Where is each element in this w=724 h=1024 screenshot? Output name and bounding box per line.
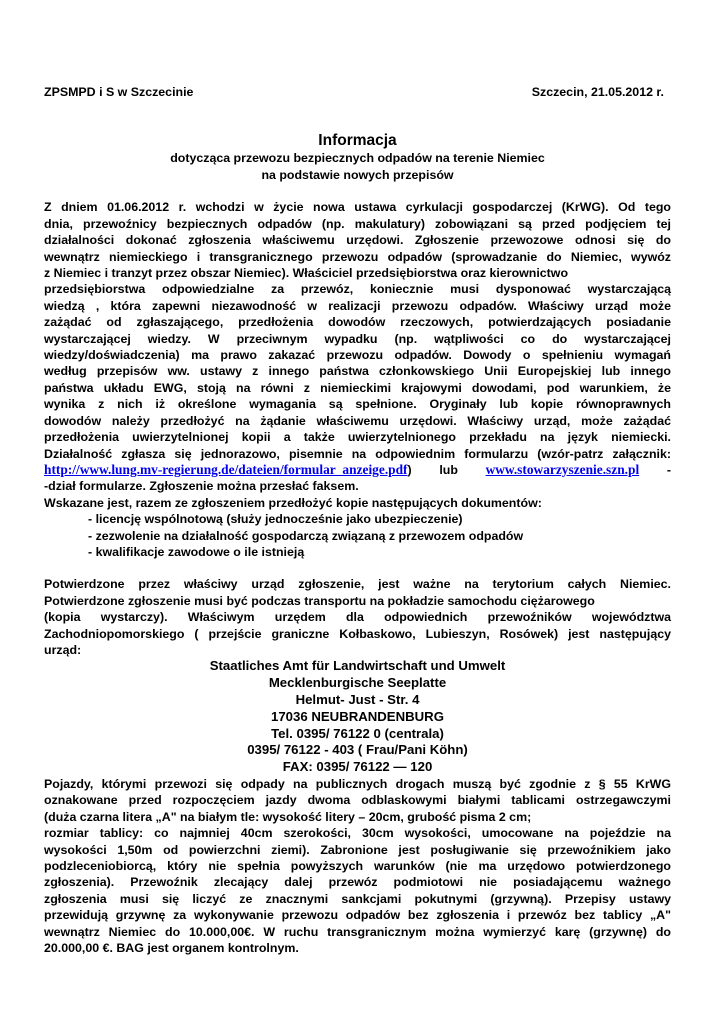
association-site-link[interactable]: www.stowarzyszenie.szn.pl (485, 461, 640, 477)
text-line: wystarczającej wiedzy. W przeciwnym wypadku (np. wątpliwości co do wystarczającej (44, 331, 671, 346)
authority-city: 17036 NEUBRANDENBURG (271, 708, 444, 724)
list-item: - zezwolenie na działalność gospodarczą związaną z przewozem odpadów (88, 528, 524, 543)
text-line: oznakowane przed rozpoczęciem jazdy dwoma odblaskowymi białymi tablicami ostrzegawczymi (44, 793, 671, 808)
text-line: wewnątrz Niemiec do 10.000,00€. W ruchu transgranicznym można wymierzyć karę (grzywnę) do (44, 924, 671, 939)
text-line: (duża czarna litera „A" na białym tle: wysokość litery – 20cm, grubość pisma 2 cm; (44, 809, 532, 824)
authority-address (44, 658, 671, 776)
text-line: wysokości 1,50m od powierzchni ziemi). Zabronione jest posługiwanie się przewoźnikiem jako (44, 842, 671, 857)
text-line: Potwierdzone zgłoszenie musi być podczas transportu na pokładzie samochodu ciężarowego (44, 593, 595, 608)
text-line: wiedzą , która zapewni niezawodność w realizacji przewozu odpadów. Właściwy urząd może (44, 298, 671, 313)
text-line: z Niemiec i tranzyt przez obszar Niemiec). Właściciel przedsiębiorstwa oraz kierownictwo (44, 266, 569, 281)
text-line: zgłoszenia musi się liczyć ze znacznymi sankcjami pokutnymi (grzywną). Przepisy ustawy (44, 891, 671, 906)
document-list (88, 511, 671, 560)
letter-header (44, 84, 664, 100)
paragraph-vehicle-marking (44, 776, 671, 956)
text-line: działalności dokonać zgłoszenia właściwemu urzędowi. Zgłoszenie przewozowe odnosi się do (44, 233, 671, 248)
text-line: 20.000,00 €. BAG jest organem kontrolnym. (44, 941, 299, 956)
subtitle-line: dotycząca przewozu bezpiecznych odpadów na terenie Niemiec (170, 151, 545, 166)
list-item: - kwalifikacje zawodowe o ile istnieją (88, 544, 305, 559)
paragraph-registration (44, 199, 671, 560)
text-line: przedłożenia uwierzytelnionej kopii a także uwierzytelnionego przekładu na język niemiecki. (44, 430, 671, 445)
document-page (44, 84, 671, 956)
authority-phone-direct: 0395/ 76122 - 403 ( Frau/Pani Köhn) (247, 742, 468, 758)
text-line: Z dniem 01.06.2012 r. wchodzi w życie nowa ustawa cyrkulacji gospodarczej (KrWG). Od tego (44, 200, 671, 215)
text-line: Działalność zgłasza się jednorazowo, pisemnie na odpowiednim formularzu (wzór-patrz załącznik: (44, 446, 671, 461)
organization-name: ZPSMPD i S w Szczecinie (44, 85, 194, 99)
text-line: wiedzy/doświadczenia) ma prawo zakazać przewozu odpadów. Dowody o spełnieniu wymagań (44, 348, 671, 363)
list-item: - licencję wspólnotową (służy jednocześnie jako ubezpieczenie) (88, 512, 463, 527)
text-line: zgłoszenia). Przewoźnik zlecający dalej przewóz podmiotowi nie posiadającemu ważnego (44, 875, 671, 890)
document-title: Informacja (318, 132, 397, 150)
form-pdf-link[interactable]: http://www.lung.mv-regierung.de/dateien/formular_anzeige.pdf (44, 461, 408, 477)
text-line: wewnątrz niemieckiego i transgranicznego przewozu odpadów (sprowadzanie do Niemiec, wywóz (44, 249, 671, 264)
text-line: Pojazdy, którymi przewozi się odpady na publicznych drogach muszą być zgodnie z § 55 KrWG (44, 776, 671, 791)
text-line: rozmiar tablicy: co najmniej 40cm szerokości, 30cm wysokości, umocowane na pojeździe na (44, 826, 671, 841)
text-line: zażądać od zgłaszającego, przedłożenia dowodów rzeczowych, potwierdzających posiadanie (44, 315, 671, 330)
text-line: przedsiębiorstwa odpowiedzialne za przewóz, koniecznie musi dysponować wystarczającą (44, 282, 671, 297)
authority-phone: Tel. 0395/ 76122 0 (centrala) (271, 725, 444, 741)
text-line: urząd: (44, 642, 82, 657)
text-line: Potwierdzone przez właściwy urząd zgłoszenie, jest ważne na terytorium całych Niemiec. (44, 577, 671, 592)
paragraph-validity (44, 576, 671, 658)
text-line: przewidują grzywnę za wykonywanie przewozu odpadów bez zgłoszenia i przewóz bez tablicy „A" (44, 908, 671, 923)
authority-fax: FAX: 0395/ 76122 — 120 (282, 759, 433, 775)
text-line: państwa układu EWG, stoją na równi z niemieckimi krajowymi dowodami, pod warunkiem, że (44, 380, 671, 395)
text-line: podzleceniobiorcą, który nie spełnia powyższych warunków (nie ma urzędowo potwierdzonego (44, 858, 671, 873)
text-line: dowodów należy przedłożyć na żądanie właściwemu urzędowi. Właściwy urząd, może zażądać (44, 413, 671, 428)
authority-street: Helmut- Just - Str. 4 (295, 691, 420, 707)
dash: - (666, 462, 671, 477)
or-word: lub (439, 462, 458, 477)
text-line: według przepisów ww. ustawy z innego państwa członkowskiego Unii Europejskiej lub innego (44, 364, 671, 379)
document-subtitle (44, 150, 671, 183)
authority-name: Staatliches Amt für Landwirtschaft und Umwelt (209, 658, 506, 674)
text-line: Zachodniopomorskiego ( przejście graniczne Kołbaskowo, Lubieszyn, Rosówek) jest następujący (44, 626, 671, 641)
text-line: dnia, przewoźnicy bezpiecznych odpadów (np. makulatury) zobowiązani są przed podjęciem tej (44, 216, 671, 231)
links-line (44, 462, 671, 478)
place-and-date: Szczecin, 21.05.2012 r. (531, 85, 664, 99)
text-line: (kopia wystarczy). Właściwym urzędem dla odpowiednich przewoźników województwa (44, 610, 671, 625)
close-paren: ) (407, 462, 412, 477)
subtitle-line: na podstawie nowych przepisów (261, 167, 454, 182)
authority-region: Mecklenburgische Seeplatte (268, 675, 447, 691)
text-line: wynika z nich iż określone wymagania są spełnione. Oryginały lub kopie równoprawnych (44, 397, 671, 412)
text-line: Wskazane jest, razem ze zgłoszeniem przedłożyć kopie następujących dokumentów: (44, 495, 542, 510)
text-line: -dział formularze. Zgłoszenie można przesłać faksem. (44, 479, 359, 494)
